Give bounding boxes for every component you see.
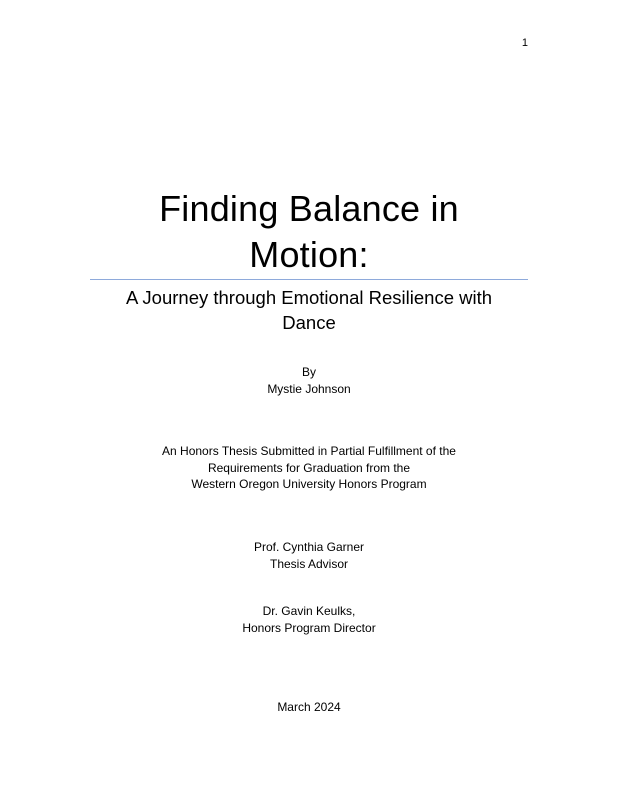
subtitle-line-1: A Journey through Emotional Resilience with [125,287,493,308]
byline [90,364,528,397]
thesis-statement-line-1: An Honors Thesis Submitted in Partial Fulfillment of the [162,444,456,458]
thesis-statement [90,443,528,493]
thesis-subtitle [90,285,528,335]
thesis-statement-line-3: Western Oregon University Honors Program [191,477,427,491]
title-divider [90,279,528,280]
title-line-1: Finding Balance in [159,188,459,229]
advisor-block [90,539,528,572]
advisor-role: Thesis Advisor [269,556,349,571]
director-role: Honors Program Director [242,620,376,635]
thesis-statement-line-2: Requirements for Graduation from the [207,460,411,475]
byline-by: By [301,365,316,379]
director-name: Dr. Gavin Keulks, [262,604,356,618]
thesis-title [90,186,528,278]
submission-date: March 2024 [277,700,341,714]
title-line-2: Motion: [249,234,369,275]
page-number: 1 [521,37,528,49]
director-block [90,603,528,636]
author-name: Mystie Johnson [267,381,351,396]
advisor-name: Prof. Cynthia Garner [253,540,365,554]
subtitle-line-2: Dance [282,312,336,333]
